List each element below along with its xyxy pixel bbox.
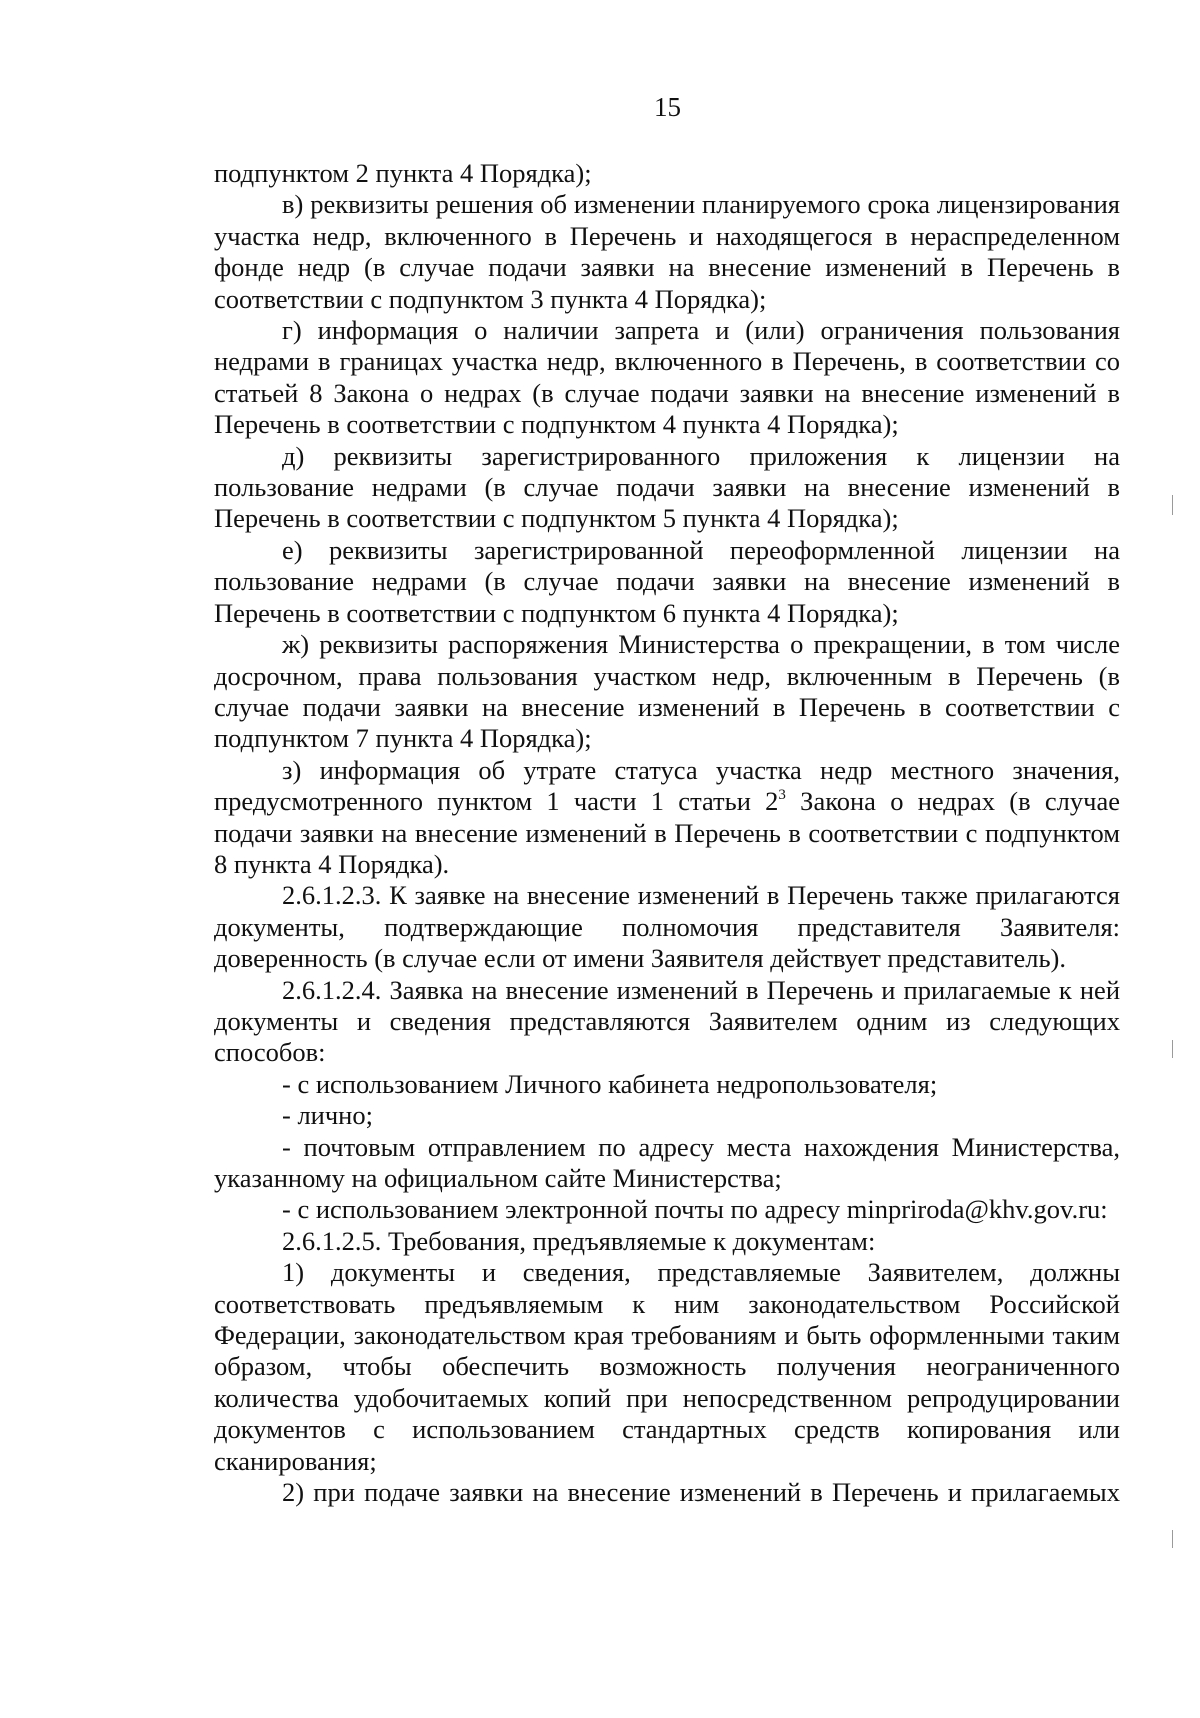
scan-artifact-mark <box>1172 1040 1173 1058</box>
clause-2-6-1-2-3: 2.6.1.2.3. К заявке на внесение изменений в Перечень также прилагаются документы, подтверждающие полномочия представителя Заявителя: доверенность (в случае если от имени Заявителя действует представитель). <box>214 880 1120 974</box>
scan-artifact-mark <box>1172 495 1173 515</box>
method-in-person: - лично; <box>282 1100 373 1131</box>
method-email: - с использованием электронной почты по адресу minpriroda@khv.gov.ru: <box>282 1194 1108 1225</box>
list-item-e: е) реквизиты зарегистрированной переоформленной лицензии на пользование недрами (в случае подачи заявки на внесение изменений в Перечень в соответствии с подпунктом 6 пункта 4 Порядка); <box>214 534 1120 628</box>
list-item-g: г) информация о наличии запрета и (или) ограничения пользования недрами в границах участка недр, включенного в Перечень, в соответствии со статьей 8 Закона о недрах (в случае подачи заявки на внесение изменений в Перечень в соответствии с подпунктом 4 пункта 4 Порядка); <box>214 315 1120 440</box>
scan-artifact-mark <box>1172 1530 1173 1548</box>
clause-2-6-1-2-5: 2.6.1.2.5. Требования, предъявляемые к документам: <box>282 1225 876 1256</box>
list-item-z-text-start: з) информация об утрате статуса участка недр местного значения, предусмотренного пунктом 1 части 1 статьи 2 <box>214 754 1120 817</box>
list-item-zh: ж) реквизиты распоряжения Министерства о прекращении, в том числе досрочном, права пользования участком недр, включенным в Перечень (в случае подачи заявки на внесение изменений в Перечень в соответствии с подпунктом 7 пункта 4 Порядка); <box>214 629 1120 754</box>
method-postal: - почтовым отправлением по адресу места нахождения Министерства, указанному на официальном сайте Министерства; <box>214 1131 1120 1193</box>
page-number: 15 <box>654 92 681 122</box>
requirement-1: 1) документы и сведения, представляемые Заявителем, должны соответствовать предъявляемым к ним законодательством Российской Федерации, законодательством края требованиям и быть оформленными таким образом, чтобы обеспечить возможность получения неограниченного количества удобочитаемых копий при непосредственном репродуцировании документов с использованием стандартных средств копирования или сканирования; <box>214 1257 1120 1476</box>
document-body <box>214 158 1120 1508</box>
clause-2-6-1-2-4: 2.6.1.2.4. Заявка на внесение изменений в Перечень и прилагаемые к ней документы и сведения представляются Заявителем одним из следующих способов: <box>214 974 1120 1068</box>
requirement-2: 2) при подаче заявки на внесение изменений в Перечень и прилагаемых <box>282 1477 1120 1508</box>
list-item-d: д) реквизиты зарегистрированного приложения к лицензии на пользование недрами (в случае подачи заявки на внесение изменений в Перечень в соответствии с подпунктом 5 пункта 4 Порядка); <box>214 440 1120 534</box>
list-item-z <box>214 755 1120 881</box>
method-personal-cabinet: - с использованием Личного кабинета недропользователя; <box>282 1068 938 1099</box>
list-item-v: в) реквизиты решения об изменении планируемого срока лицензирования участка недр, включенного в Перечень и находящегося в нераспределенном фонде недр (в случае подачи заявки на внесение изменений в Перечень в соответствии с подпунктом 3 пункта 4 Порядка); <box>214 189 1120 314</box>
superscript-article-number: 3 <box>778 787 786 804</box>
list-item-z-text-end: Закона о недрах (в случае подачи заявки на внесение изменений в Перечень в соответствии с подпунктом 8 пункта 4 Порядка). <box>214 786 1120 879</box>
paragraph-continuation: подпунктом 2 пункта 4 Порядка); <box>214 158 592 188</box>
